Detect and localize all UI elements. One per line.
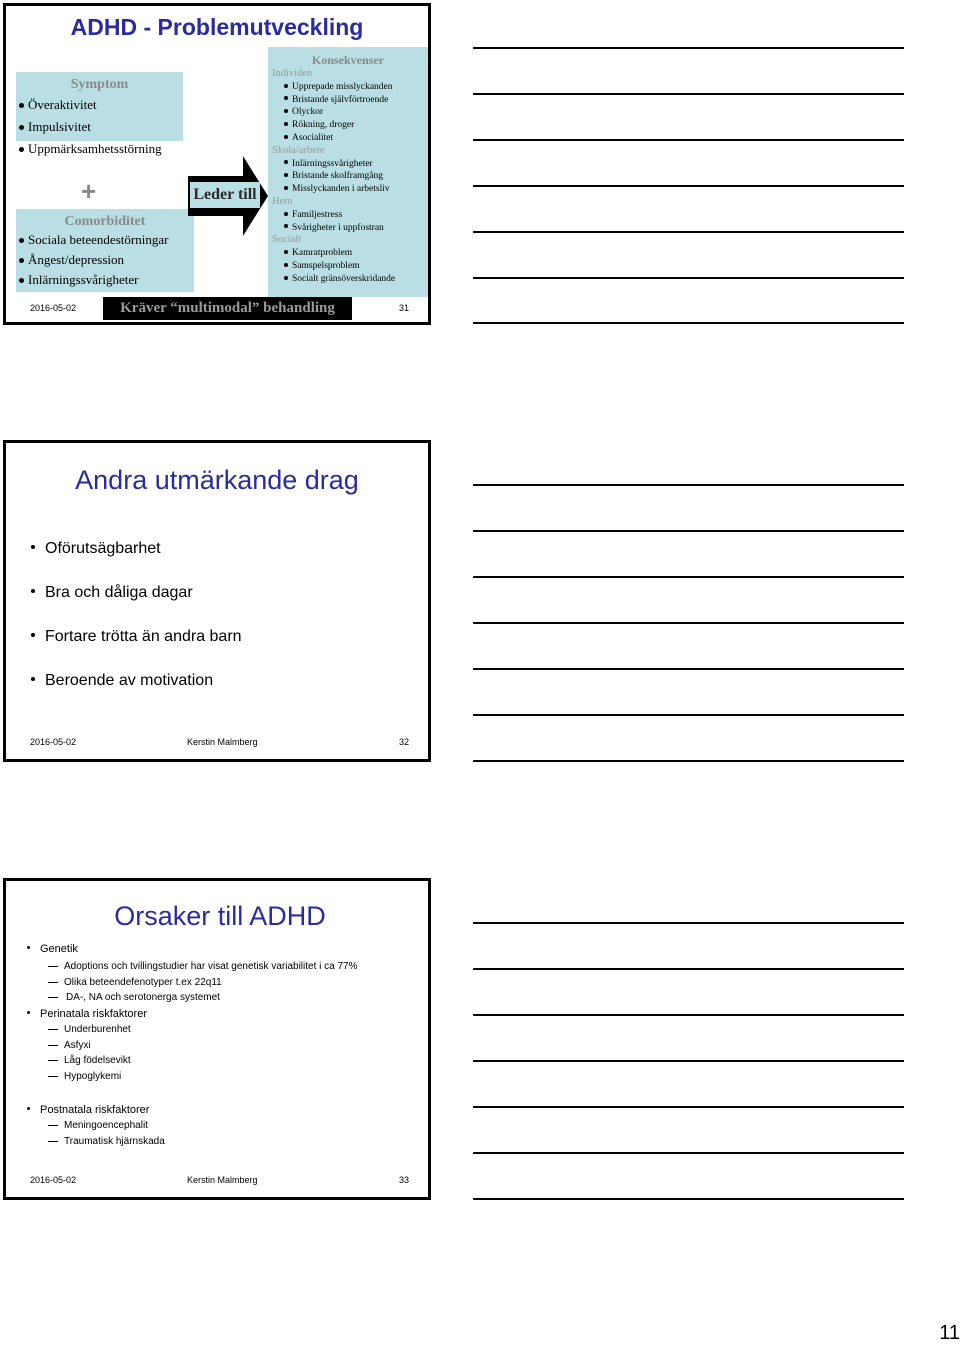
bullet-item: Fortare trötta än andra barn — [31, 628, 242, 646]
slide-title: ADHD - Problemutveckling — [70, 14, 364, 40]
note-line — [473, 277, 904, 279]
perinatala-item: Asfyxi — [48, 1040, 91, 1051]
konsekvens-item: Upprepade misslyckanden — [284, 81, 428, 94]
konsekvens-item: Socialt gränsöverskridande — [284, 273, 428, 286]
multimodal-banner: Kräver “multimodal” behandling — [103, 297, 352, 320]
plus-sign: + — [81, 176, 97, 206]
bullet-item: Oförutsägbarhet — [31, 540, 161, 558]
note-line — [473, 714, 904, 716]
note-line — [473, 231, 904, 233]
symptom-item: Uppmärksamhetsstörning — [19, 138, 183, 160]
slide-2 — [3, 440, 431, 762]
note-line — [473, 1198, 904, 1200]
slide-1 — [3, 3, 431, 325]
note-line — [473, 1106, 904, 1108]
perinatala-heading: Perinatala riskfaktorer — [27, 1008, 147, 1020]
note-line — [473, 760, 904, 762]
konsekvens-item: Inlärningssvårigheter — [284, 158, 428, 171]
konsekvenser-box — [268, 47, 428, 297]
note-line — [473, 93, 904, 95]
symptom-item: Överaktivitet — [19, 94, 183, 116]
slide-page-number: 32 — [399, 737, 410, 747]
genetik-item: Adoptions och tvillingstudier har visat genetisk variabilitet i ca 77% — [48, 961, 358, 972]
slide-author: Kerstin Malmberg — [187, 737, 258, 747]
leder-till-label: Leder till — [190, 182, 260, 208]
slide-page-number: 31 — [399, 303, 410, 313]
note-line — [473, 139, 904, 141]
note-line — [473, 530, 904, 532]
bullet-item: Bra och dåliga dagar — [31, 584, 193, 602]
slide-date: 2016-05-02 — [30, 1175, 77, 1185]
note-line — [473, 484, 904, 486]
slide-author: Kerstin Malmberg — [187, 1175, 258, 1185]
konsekvens-item: Kamratproblem — [284, 247, 428, 260]
note-line — [473, 622, 904, 624]
perinatala-item: Underburenhet — [48, 1024, 131, 1035]
comorbiditet-box — [16, 209, 194, 292]
slide-page-number: 33 — [399, 1175, 410, 1185]
konsekvens-item: Bristande skolframgång — [284, 170, 428, 183]
note-line — [473, 576, 904, 578]
slide-title: Orsaker till ADHD — [114, 901, 326, 931]
konsekvens-item: Rökning, droger — [284, 119, 428, 132]
note-line — [473, 47, 904, 49]
comorbiditet-heading: Comorbiditet — [64, 214, 146, 229]
note-line — [473, 1060, 904, 1062]
page-number: 11 — [939, 1322, 960, 1344]
note-line — [473, 1014, 904, 1016]
note-line — [473, 322, 904, 324]
note-line — [473, 1152, 904, 1154]
konsekvens-item: Samspelsproblem — [284, 260, 428, 273]
konsekvens-item: Asocialitet — [284, 132, 428, 145]
note-line — [473, 185, 904, 187]
perinatala-item: Hypoglykemi — [48, 1071, 121, 1082]
symptom-box — [16, 72, 183, 156]
konsekvens-item: Misslyckanden i arbetsliv — [284, 183, 428, 196]
genetik-item: Olika beteendefenotyper t.ex 22q11 — [48, 977, 222, 988]
group-label-socialt: Socialt — [272, 234, 302, 246]
postnatala-heading: Postnatala riskfaktorer — [27, 1104, 149, 1116]
konsekvenser-heading: Konsekvenser — [312, 53, 384, 67]
note-line — [473, 922, 904, 924]
slide-3 — [3, 878, 431, 1200]
symptom-item: Impulsivitet — [19, 116, 183, 138]
konsekvens-item: Olyckor — [284, 106, 428, 119]
bullet-item: Beroende av motivation — [31, 672, 213, 690]
group-label-individen: Individen — [272, 68, 313, 79]
comorbiditet-item: Sociala beteendestörningar — [19, 230, 194, 250]
slide-title: Andra utmärkande drag — [75, 465, 359, 495]
perinatala-item: Låg födelsevikt — [48, 1055, 131, 1066]
symptom-heading: Symptom — [70, 77, 129, 92]
konsekvens-item: Svårigheter i uppfostran — [284, 222, 428, 235]
konsekvens-item: Bristande självförtroende — [284, 94, 428, 107]
comorbiditet-item: Inlärningssvårigheter — [19, 270, 194, 290]
slide-date: 2016-05-02 — [30, 303, 77, 313]
group-label-skola: Skola/arbete — [272, 144, 325, 156]
konsekvens-item: Familjestress — [284, 209, 428, 222]
comorbiditet-item: Ångest/depression — [19, 250, 194, 270]
postnatala-item: Traumatisk hjärnskada — [48, 1136, 165, 1147]
group-label-hem: Hem — [272, 195, 293, 207]
postnatala-item: Meningoencephalit — [48, 1120, 148, 1131]
genetik-item: DA-, NA och serotonerga systemet — [48, 992, 220, 1003]
note-line — [473, 968, 904, 970]
slide-date: 2016-05-02 — [30, 737, 77, 747]
note-line — [473, 668, 904, 670]
genetik-heading: Genetik — [27, 943, 78, 955]
